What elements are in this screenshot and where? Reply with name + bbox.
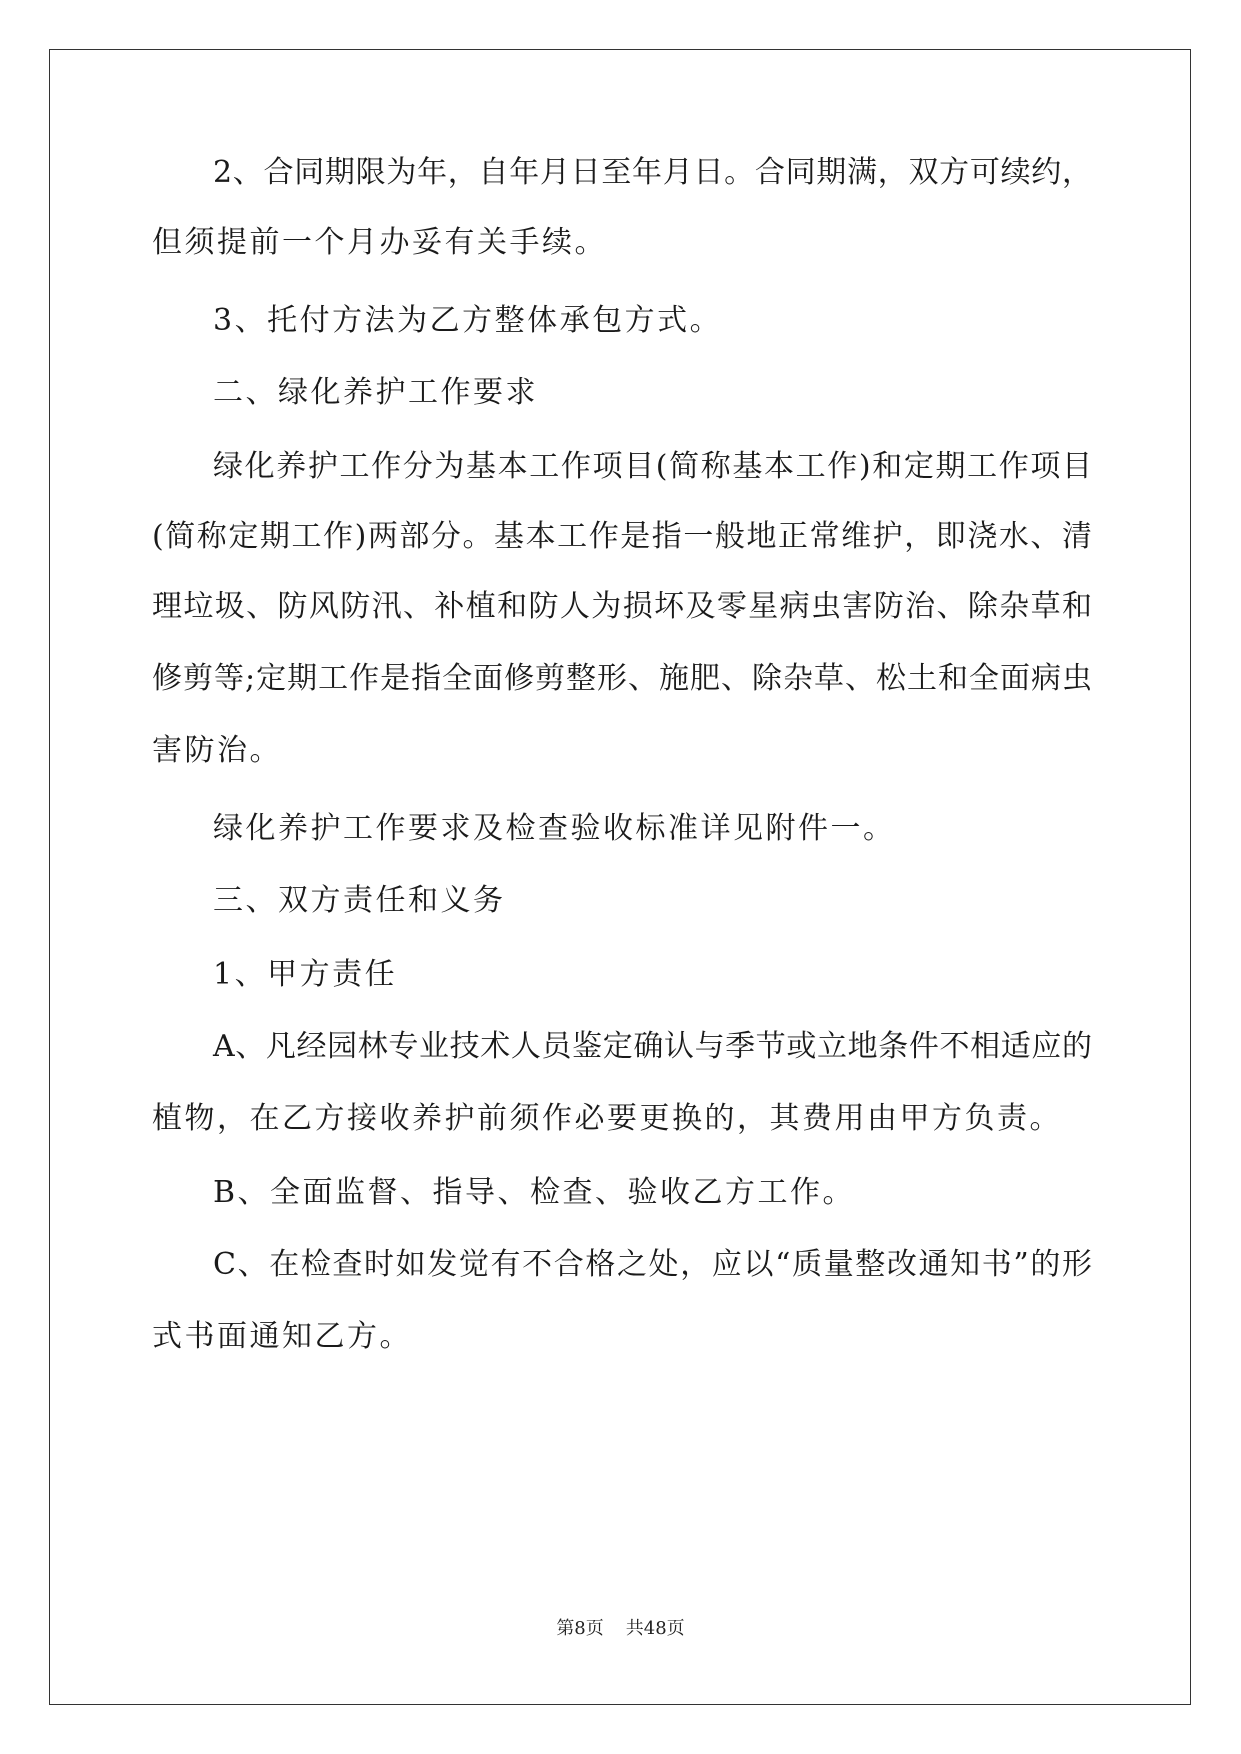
section-heading: 三、双方责任和义务	[213, 883, 506, 918]
page-total: 共48页	[625, 1618, 685, 1639]
text-line: 式书面通知乙方。	[152, 1319, 412, 1354]
text-line: 3、托付方法为乙方整体承包方式。	[213, 303, 723, 338]
text-line: A、凡经园林专业技术人员鉴定确认与季节或立地条件不相适应的	[213, 1029, 1092, 1064]
text-line: (简称定期工作)两部分。基本工作是指一般地正常维护，即浇水、清	[152, 519, 1092, 554]
text-line: 绿化养护工作要求及检查验收标准详见附件一。	[213, 811, 896, 846]
subsection-heading: 1、甲方责任	[213, 957, 398, 992]
page-border	[49, 49, 1191, 1705]
page-number: 第8页	[556, 1618, 604, 1639]
text-line: 绿化养护工作分为基本工作项目(简称基本工作)和定期工作项目	[213, 449, 1092, 484]
text-line: C、在检查时如发觉有不合格之处，应以“质量整改通知书”的形	[213, 1247, 1092, 1282]
text-line: 害防治。	[152, 733, 282, 768]
text-line: 2、合同期限为年，自年月日至年月日。合同期满，双方可续约，	[213, 155, 1092, 190]
text-line: 植物，在乙方接收养护前须作必要更换的，其费用由甲方负责。	[152, 1101, 1062, 1136]
section-heading: 二、绿化养护工作要求	[213, 375, 538, 410]
page-footer	[0, 1618, 1241, 1640]
text-line: 修剪等;定期工作是指全面修剪整形、施肥、除杂草、松土和全面病虫	[152, 661, 1092, 696]
text-line: B、全面监督、指导、检查、验收乙方工作。	[213, 1175, 856, 1210]
text-line: 但须提前一个月办妥有关手续。	[152, 225, 607, 260]
text-line: 理垃圾、防风防汛、补植和防人为损坏及零星病虫害防治、除杂草和	[152, 589, 1092, 624]
